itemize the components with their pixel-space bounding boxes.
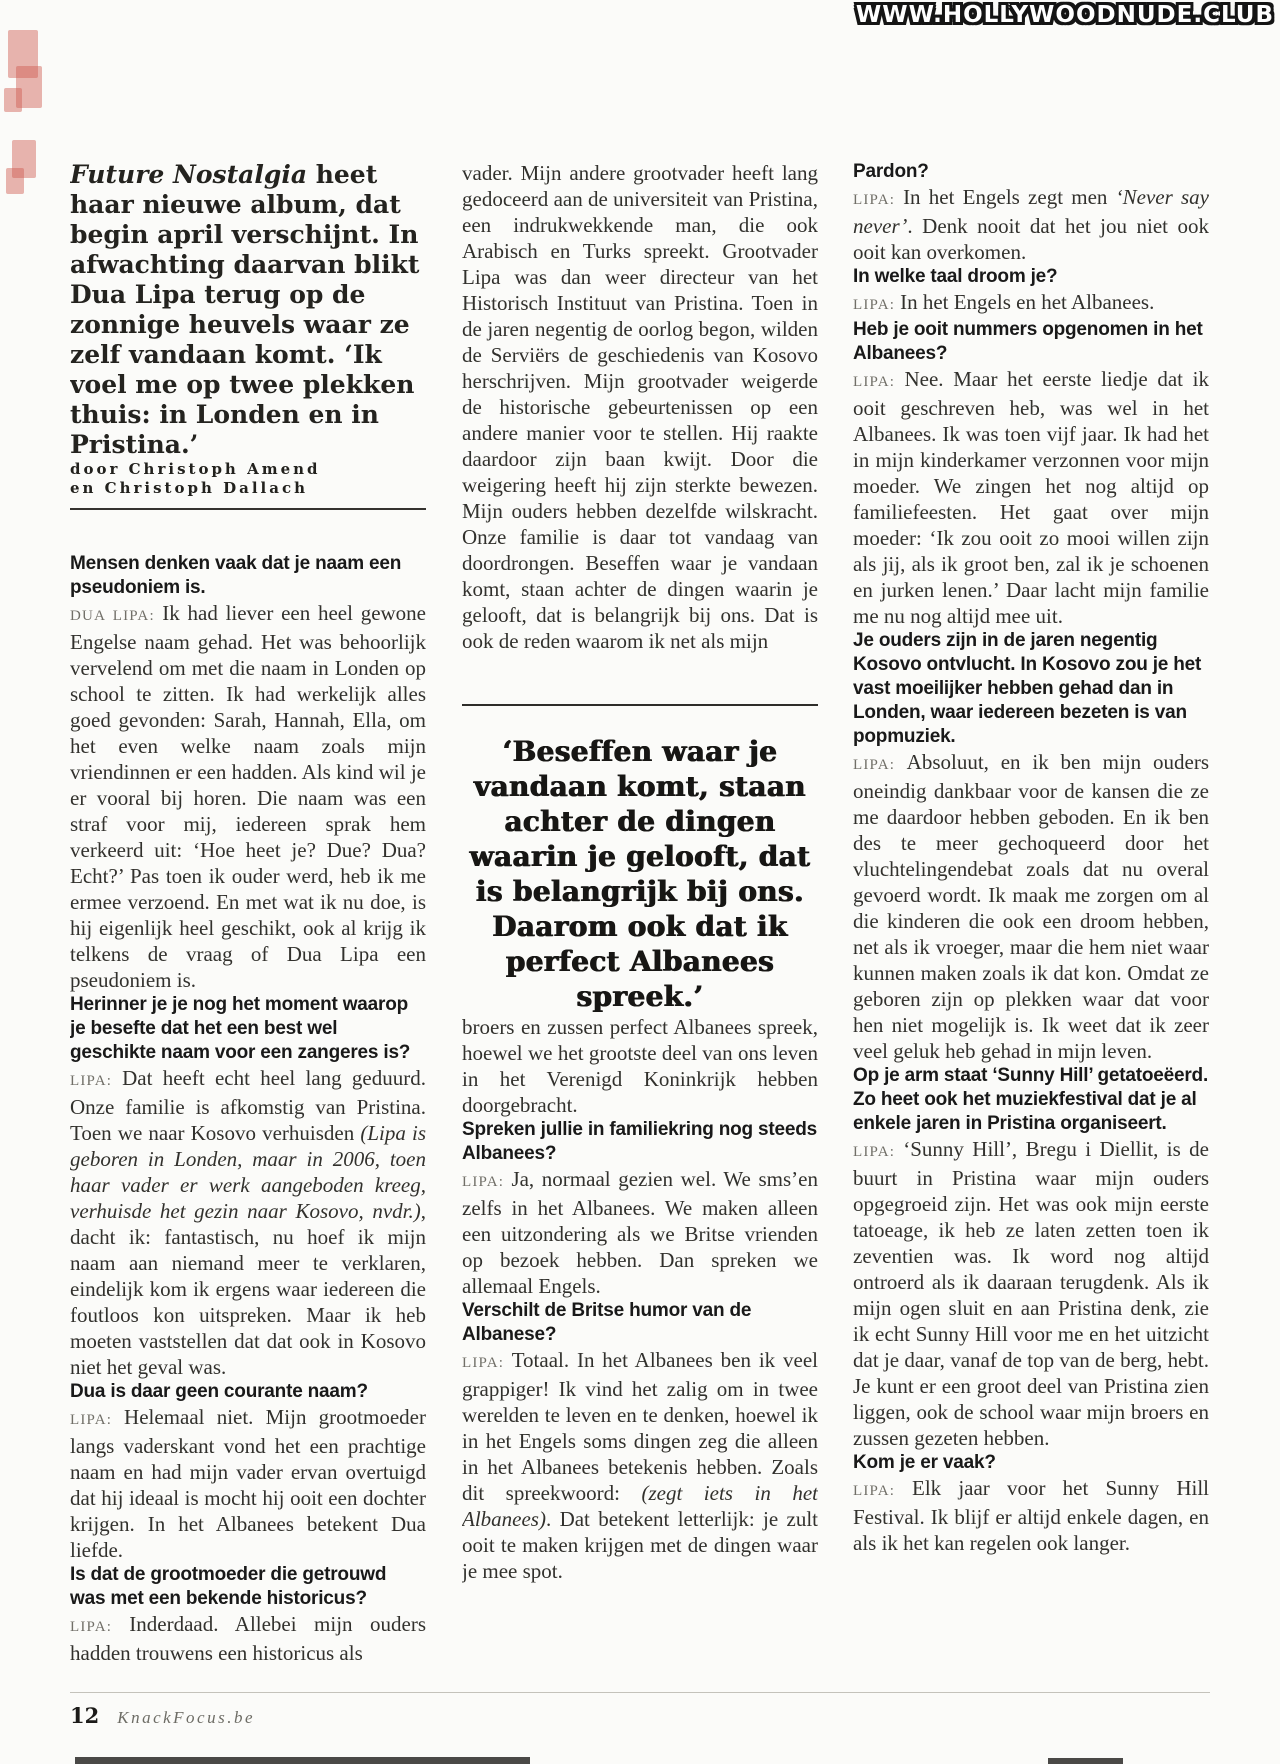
speaker-label: LIPA: bbox=[853, 1483, 912, 1499]
speaker-label: LIPA: bbox=[70, 1412, 125, 1428]
answer-paragraph bbox=[70, 1404, 426, 1563]
section-rule bbox=[70, 508, 426, 510]
question-text: Op je arm staat ‘Sunny Hill’ getatoeëerd. Zo heet ook het muziekfestival dat je al enkele jaren in Pristina organiseert. bbox=[853, 1065, 1209, 1134]
speaker-label: LIPA: bbox=[853, 1144, 904, 1160]
text-run: Absoluut, en ik ben mijn ouders oneindig dankbaar voor de kansen die ze me daardoor hebben geboden. En ik ben des te meer gechoqueerd door het vluchtelingendebat zoals dat nu overal gevoerd wordt. Ik maak me zorgen om al die kinderen die ook een droom hebben, net als ik vroeger, maar die hem niet waar kunnen maken zoals ik dat kon. Omdat ze geboren zijn op plekken waar dat voor hen niet mogelijk is. Ik weet dat ik zeer veel geluk heb gehad in mijn leven. bbox=[853, 750, 1209, 1063]
body-paragraph bbox=[462, 1014, 818, 1118]
bottom-edge-strip bbox=[75, 1757, 530, 1764]
question-text: Dua is daar geen courante naam? bbox=[70, 1381, 368, 1402]
answer-paragraph bbox=[70, 600, 426, 993]
red-print-mark bbox=[4, 88, 22, 112]
speaker-label: LIPA: bbox=[70, 1619, 130, 1635]
speaker-label: LIPA: bbox=[853, 374, 905, 390]
bottom-edge-strip bbox=[1048, 1758, 1123, 1764]
answer-paragraph bbox=[853, 749, 1209, 1064]
text-run: Nee. Maar het eerste liedje dat ik ooit geschreven heb, was wel in het Albanees. Ik was toen vijf jaar. Ik had het in mijn kinderkamer verzonnen voor mijn moeder. We zingen het nog altijd op familiefeesten. Het gaat over mijn moeder: ‘Ik zou ooit zo mooi willen zijn als jij, als ik groot ben, zal ik je schoenen en jurken lenen.’ Daar lacht mijn familie me nu nog altijd mee uit. bbox=[853, 367, 1209, 628]
intro-paragraph bbox=[70, 160, 426, 460]
answer-paragraph bbox=[70, 1065, 426, 1380]
speaker-label: DUA LIPA: bbox=[70, 608, 163, 624]
text-run: . Denk nooit dat het jou niet ook ooit kan overkomen. bbox=[853, 214, 1209, 264]
text-run: Inderdaad. Allebei mijn ouders hadden trouwens een historicus als bbox=[70, 1612, 426, 1665]
footer-rule bbox=[70, 1692, 1210, 1693]
italic-text: ‘Never say never’ bbox=[853, 185, 1209, 238]
question-text: Je ouders zijn in de jaren negentig Kosovo ontvlucht. In Kosovo zou je het vast moeilijker hebben gehad dan in Londen, waar iedereen bezeten is van popmuziek. bbox=[853, 630, 1202, 747]
text-run: heet haar nieuwe album, dat begin april verschijnt. In afwachting daarvan blikt Dua Lipa terug op de zonnige heuvels waar ze zelf vandaan komt. ‘Ik voel me op twee plekken thuis: in Londen en in Pristina.’ bbox=[70, 160, 420, 459]
speaker-label: LIPA: bbox=[853, 192, 904, 208]
answer-paragraph bbox=[70, 1611, 426, 1666]
question-text: Heb je ooit nummers opgenomen in het Albanees? bbox=[853, 319, 1203, 364]
question-text: Verschilt de Britse humor van de Albanese? bbox=[462, 1300, 752, 1345]
speaker-label: LIPA: bbox=[853, 297, 901, 313]
text-run: Helemaal niet. Mijn grootmoeder langs vaderskant vond het een prachtige naam en had mijn vader ervan overtuigd dat hij ideaal is mocht hij ooit een dochter krijgen. In het Albanees betekent Dua liefde. bbox=[70, 1405, 426, 1562]
answer-paragraph bbox=[853, 366, 1209, 629]
text-run: . Dat betekent letterlijk: je zult ooit te maken krijgen met de dingen waar je mee spot. bbox=[462, 1507, 818, 1583]
text-run: ‘Sunny Hill’, Bregu i Diellit, is de buurt in Pristina waar mijn ouders opgegroeid zijn. Het was ook mijn eerste tatoeage, ik heb ze laten zetten toen ik zeventien was. Ik word nog altijd ontroerd als ik daaraan terugdenk. Als ik mijn ogen sluit en aan Pristina denk, zie ik echt Sunny Hill voor me en het uitzicht dat je daar, vanaf de top van de berg, hebt. Je kunt er een groot deel van Pristina zien liggen, ook de school waar mijn broers en zussen gezeten hebben. bbox=[853, 1137, 1209, 1450]
footer bbox=[70, 1703, 255, 1728]
text-run: Ik had liever een heel gewone Engelse naam gehad. Het was behoorlijk vervelend om met die naam in Londen op school te zitten. Ik had werkelijk alles goed gevonden: Sarah, Hannah, Ella, om het even welke naam zoals mijn vriendinnen er een hadden. Als kind wil je er vooral bij horen. Die naam was een straf voor mij, iedereen sprak hem verkeerd uit: ‘Hoe heet je? Due? Dua? Echt?’ Pas toen ik ouder werd, heb ik me ermee verzoend. En met wat ik nu doe, is hij eigenlijk heel geschikt, ook al krijg ik telkens de vraag of Dua Lipa een pseudoniem is. bbox=[70, 601, 426, 992]
pull-quote-rule bbox=[462, 704, 818, 706]
question-text: Mensen denken vaak dat je naam een pseudoniem is. bbox=[70, 553, 402, 598]
text-run: Elk jaar voor het Sunny Hill Festival. Ik blijf er altijd enkele dagen, en als ik het kan regelen ook langer. bbox=[853, 1476, 1209, 1555]
text-run: In het Engels en het Albanees. bbox=[900, 290, 1155, 314]
question-text: Kom je er vaak? bbox=[853, 1452, 996, 1473]
speaker-label: LIPA: bbox=[853, 757, 907, 773]
text-run: vader. Mijn andere grootvader heeft lang gedoceerd aan de universiteit van Pristina, een indrukwekkende man, die ook Arabisch en Turks spreekt. Grootvader Lipa was dan weer directeur van het Historisch Instituut van Pristina. Toen in de jaren negentig de oorlog begon, wilden de Serviërs de geschiedenis van Kosovo herschrijven. Mijn grootvader weigerde de historische gebeurtenissen op een andere manier voor te stellen. Hij raakte daardoor zijn baan kwijt. Door die weigering heeft hij zijn sterkte bewezen. Mijn ouders hebben dezelfde wilskracht. Onze familie is daar tot vandaag van doordrongen. Beseffen waar je vandaan komt, staan achter de dingen waarin je gelooft, dat is belangrijk bij ons. Dat is ook de reden waarom ik net als mijn bbox=[462, 161, 818, 653]
answer-paragraph bbox=[853, 1136, 1209, 1451]
speaker-label: LIPA: bbox=[70, 1073, 123, 1089]
text-run: In het Engels zegt men bbox=[903, 185, 1116, 209]
column-3 bbox=[853, 160, 1209, 1708]
text-run: Dat heeft echt heel lang geduurd. Onze familie is afkomstig van Pristina. Toen we naar Kosovo verhuisden bbox=[70, 1066, 426, 1145]
pull-quote: ‘Beseffen waar je vandaan komt, staan achter de dingen waarin je gelooft, dat is belangrijk bij ons. Daarom ook dat ik perfect Albanees spreek.’ bbox=[469, 735, 811, 1013]
text-run: Ja, normaal gezien wel. We sms’en zelfs in het Albanees. We maken alleen een uitzondering als we Britse vrienden op bezoek hebben. Dan spreken we allemaal Engels. bbox=[462, 1167, 818, 1298]
byline: door Christoph Amend en Christoph Dallach bbox=[70, 460, 321, 497]
watermark-text: WWW.HOLLYWOODNUDE.CLUB bbox=[855, 2, 1274, 28]
body-paragraph bbox=[462, 160, 818, 654]
answer-paragraph bbox=[462, 1166, 818, 1299]
answer-paragraph bbox=[462, 1347, 818, 1584]
text-run: Totaal. In het Albanees ben ik veel grappiger! Ik vind het zalig om in twee werelden te leven en te denken, hoewel ik in het Engels soms dingen zeg die alleen in het Albanees betekenis hebben. Zoals dit spreekwoord: bbox=[462, 1348, 818, 1505]
question-text: Is dat de grootmoeder die getrouwd was met een bekende historicus? bbox=[70, 1564, 387, 1609]
answer-paragraph bbox=[853, 184, 1209, 265]
page-number: 12 bbox=[70, 1703, 100, 1728]
answer-paragraph bbox=[853, 1475, 1209, 1556]
red-print-mark bbox=[6, 168, 24, 194]
question-text: Herinner je je nog het moment waarop je besefte dat het een best wel geschikte naam voor een zangeres is? bbox=[70, 994, 411, 1063]
italic-text: Future Nostalgia bbox=[70, 160, 308, 189]
italic-text: (zegt iets in het Albanees) bbox=[462, 1481, 818, 1531]
question-text: In welke taal droom je? bbox=[853, 266, 1058, 287]
speaker-label: LIPA: bbox=[462, 1355, 512, 1371]
text-run: broers en zussen perfect Albanees spreek, hoewel we het grootste deel van ons leven in het Verenigd Koninkrijk hebben doorgebracht. bbox=[462, 1015, 818, 1117]
question-text: Spreken jullie in familiekring nog steeds Albanees? bbox=[462, 1119, 818, 1164]
column-1 bbox=[70, 160, 426, 1708]
text-run: , dacht ik: fantastisch, nu hoef ik mijn naam aan niemand meer te verklaren, eindelijk kom ik ergens waar iedereen die foutloos kon uitspreken. Maar ik heb moeten vaststellen dat dat ook in Kosovo niet het geval was. bbox=[70, 1199, 426, 1379]
question-text: Pardon? bbox=[853, 161, 929, 182]
speaker-label: LIPA: bbox=[462, 1174, 512, 1190]
answer-paragraph bbox=[853, 289, 1209, 318]
italic-text: (Lipa is geboren in Londen, maar in 2006, toen haar vader er werk aangeboden kreeg, verhuisde het gezin naar Kosovo, nvdr.) bbox=[70, 1121, 426, 1223]
magazine-name: KnackFocus.be bbox=[117, 1708, 256, 1727]
column-2 bbox=[462, 160, 818, 1708]
